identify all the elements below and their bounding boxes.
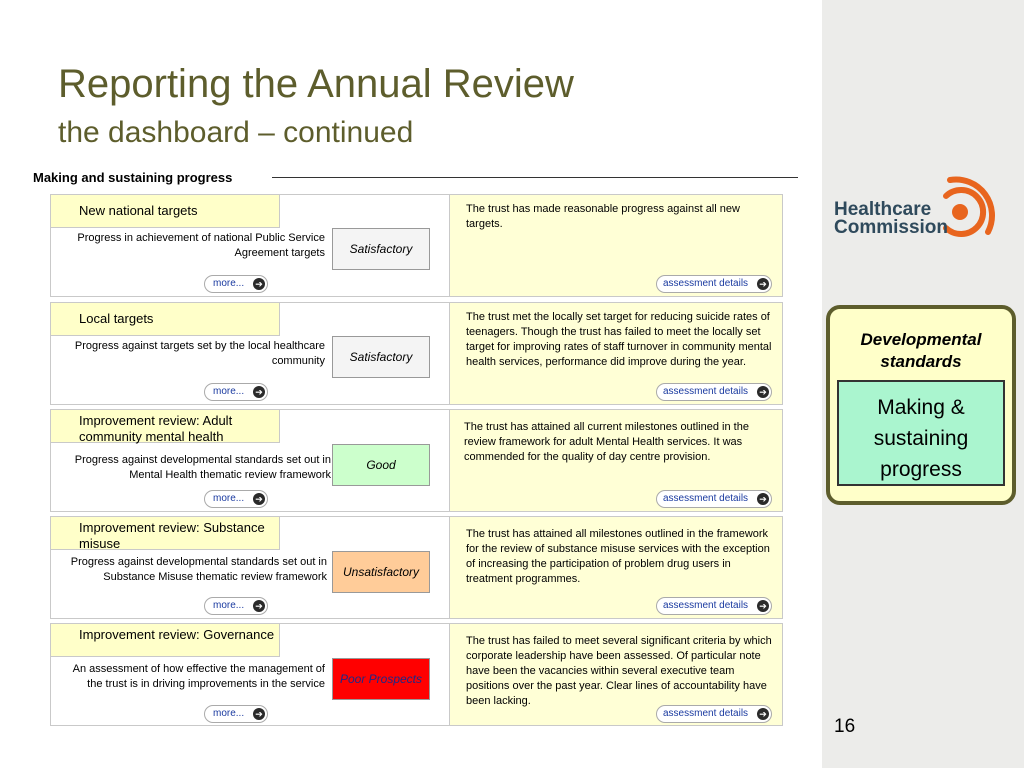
- panel-new-national-targets: [50, 194, 783, 297]
- current-standard-label: Making & sustaining progress: [873, 396, 969, 481]
- panel-heading-box: [51, 303, 280, 336]
- more-label: more...: [213, 708, 245, 719]
- panel-local-targets: [50, 302, 783, 405]
- details-label: assessment details: [663, 708, 749, 719]
- logo-line-2: Commission: [834, 217, 949, 238]
- logo-line-1: Healthcare: [834, 199, 932, 220]
- arrow-right-icon: ➔: [253, 386, 265, 398]
- panel-heading-box: [51, 410, 280, 443]
- section-header: Making and sustaining progress: [33, 170, 233, 185]
- more-label: more...: [213, 278, 245, 289]
- arrow-right-icon: ➔: [757, 278, 769, 290]
- arrow-right-icon: ➔: [757, 600, 769, 612]
- comment-area: [449, 195, 782, 296]
- panel-description: An assessment of how effective the management of the trust is in driving improvements in the service: [72, 663, 325, 690]
- panel-adult-community-mental-health: [50, 409, 783, 512]
- more-label: more...: [213, 493, 245, 504]
- rating-badge: Satisfactory: [332, 336, 430, 378]
- arrow-right-icon: ➔: [253, 278, 265, 290]
- arrow-right-icon: ➔: [253, 493, 265, 505]
- page-title: Reporting the Annual Review: [58, 62, 574, 106]
- more-button[interactable]: [204, 597, 268, 615]
- details-label: assessment details: [663, 600, 749, 611]
- panel-description: Progress in achievement of national Public Service Agreement targets: [77, 232, 325, 259]
- comment-text: The trust has made reasonable progress against all new targets.: [466, 203, 740, 230]
- current-standard-box: [837, 380, 1005, 486]
- developmental-standards-box: [826, 305, 1016, 505]
- assessment-details-button[interactable]: [656, 705, 772, 723]
- panel-heading-box: [51, 624, 280, 657]
- developmental-standards-title: Developmental standards: [860, 330, 982, 371]
- comment-area: [449, 303, 782, 404]
- panel-heading: Improvement review: Substance misuse: [79, 520, 265, 551]
- details-label: assessment details: [663, 278, 749, 289]
- arrow-right-icon: ➔: [757, 386, 769, 398]
- more-button[interactable]: [204, 383, 268, 401]
- more-button[interactable]: [204, 275, 268, 293]
- more-label: more...: [213, 600, 245, 611]
- page-number: 16: [834, 716, 856, 737]
- rating-badge: Satisfactory: [332, 228, 430, 270]
- panel-substance-misuse: [50, 516, 783, 619]
- healthcare-commission-logo: [832, 176, 1002, 242]
- assessment-details-button[interactable]: [656, 275, 772, 293]
- comment-area: [449, 410, 782, 511]
- page-subtitle: the dashboard – continued: [58, 116, 414, 149]
- more-label: more...: [213, 386, 245, 397]
- panel-governance: [50, 623, 783, 726]
- panel-heading: Improvement review: Adult community mental health: [79, 413, 233, 444]
- more-button[interactable]: [204, 490, 268, 508]
- comment-text: The trust has attained all current milestones outlined in the review framework for adult Mental Health services. It was commended for the quality of day centre provision.: [464, 421, 749, 463]
- panel-description: Progress against developmental standards set out in Mental Health thematic review framework: [74, 454, 331, 481]
- panel-heading: Local targets: [79, 311, 154, 326]
- details-label: assessment details: [663, 386, 749, 397]
- comment-area: [449, 624, 782, 725]
- assessment-details-button[interactable]: [656, 383, 772, 401]
- more-button[interactable]: [204, 705, 268, 723]
- arrow-right-icon: ➔: [253, 600, 265, 612]
- panel-description: Progress against targets set by the local healthcare community: [74, 340, 325, 367]
- panel-heading: New national targets: [79, 203, 198, 218]
- rating-badge: Poor Prospects: [332, 658, 430, 700]
- panel-heading-box: [51, 517, 280, 550]
- panel-heading-box: [51, 195, 280, 228]
- arrow-right-icon: ➔: [253, 708, 265, 720]
- panel-heading: Improvement review: Governance: [79, 627, 275, 642]
- comment-text: The trust has failed to meet several significant criteria by which corporate leadership have been assessed. Of particular note have been the vacancies within several executive team positions over the past year. Clear lines of accountability have been lacking.: [466, 635, 772, 707]
- comment-text: The trust met the locally set target for reducing suicide rates of teenagers. Though the trust has failed to meet the locally set target for improving rates of staff turnover in community mental health services, performance did improve during the year.: [466, 311, 772, 368]
- comment-text: The trust has attained all milestones outlined in the framework for the review of substance misuse services with the exception of increasing the participation of problem drug users in treatment programmes.: [466, 528, 770, 585]
- arrow-right-icon: ➔: [757, 493, 769, 505]
- comment-area: [449, 517, 782, 618]
- signal-rings-icon: [942, 176, 1008, 242]
- details-label: assessment details: [663, 493, 749, 504]
- rating-badge: Unsatisfactory: [332, 551, 430, 593]
- assessment-details-button[interactable]: [656, 490, 772, 508]
- panel-description: Progress against developmental standards set out in Substance Misuse thematic review framework: [70, 556, 327, 583]
- arrow-right-icon: ➔: [757, 708, 769, 720]
- section-divider: [272, 177, 798, 178]
- assessment-details-button[interactable]: [656, 597, 772, 615]
- rating-badge: Good: [332, 444, 430, 486]
